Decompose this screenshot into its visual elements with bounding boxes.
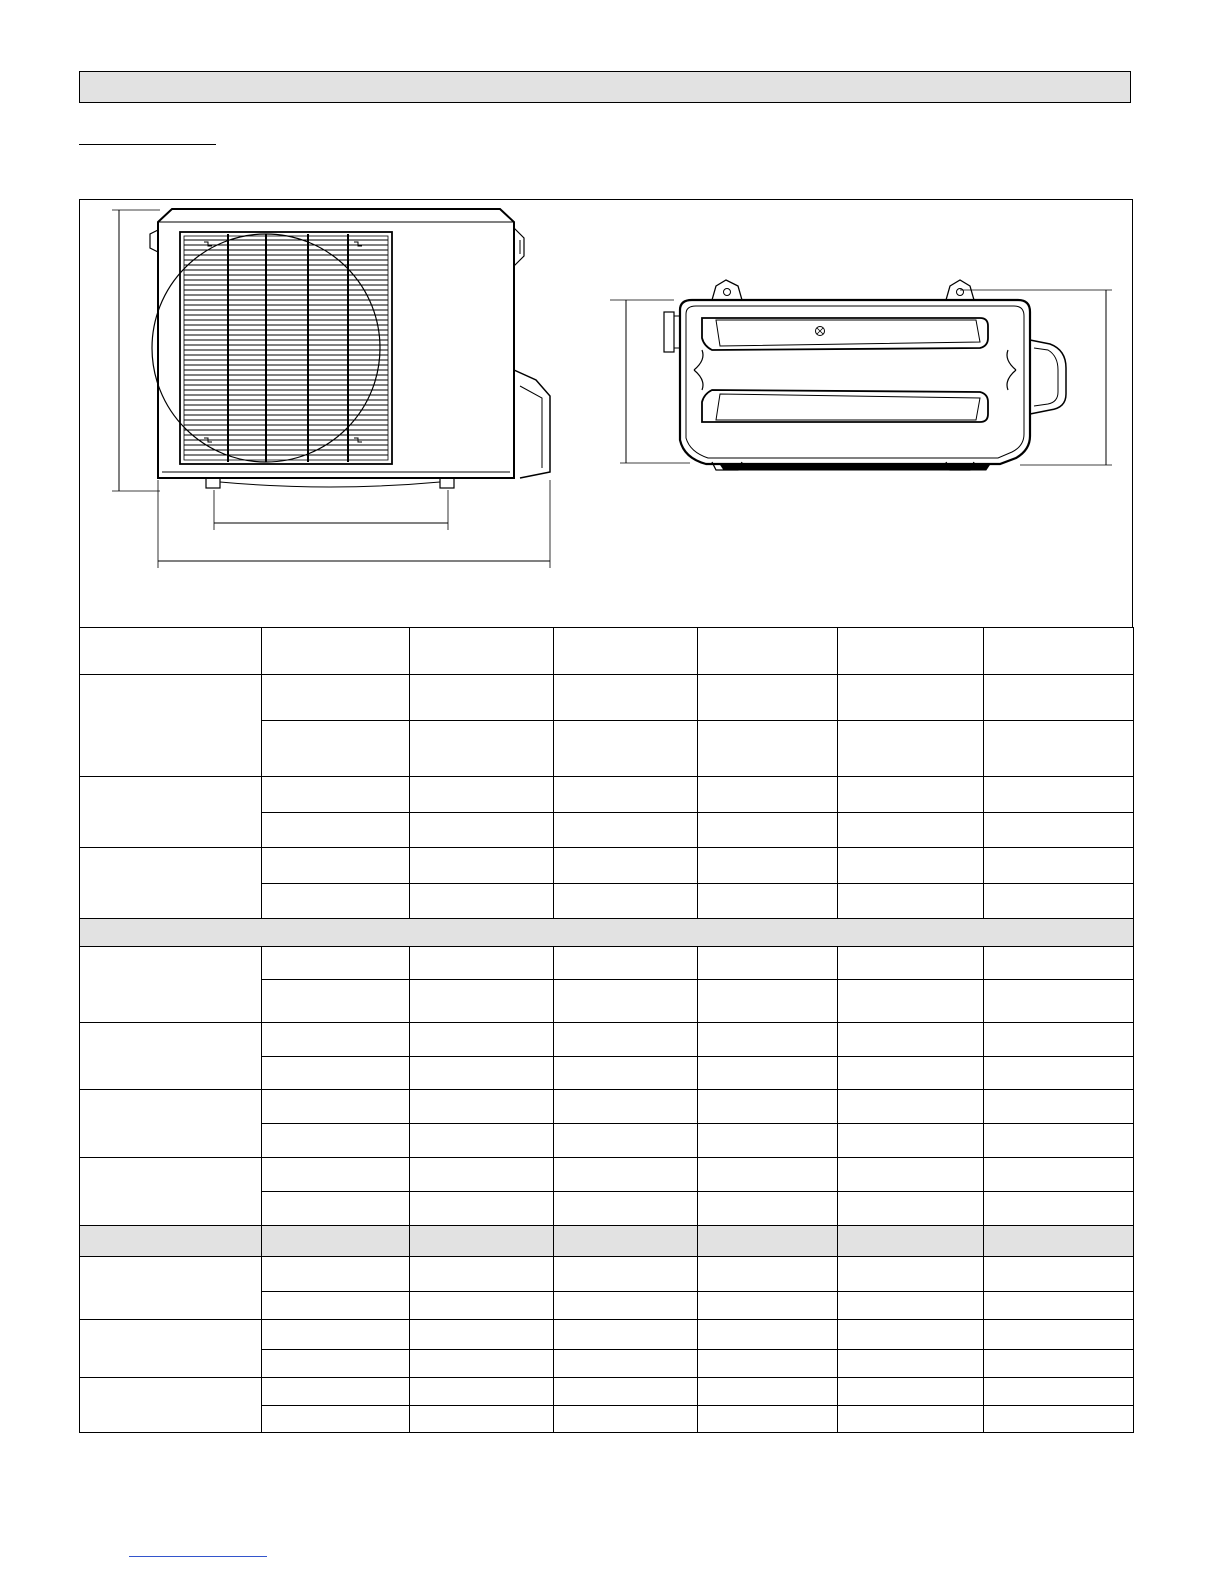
table-cell [838, 777, 984, 813]
table-cell [984, 1124, 1134, 1158]
header-cell [262, 628, 410, 675]
table-cell [554, 1023, 698, 1057]
table-row [80, 1023, 1134, 1057]
table-cell [984, 675, 1134, 721]
table-cell [554, 1378, 698, 1406]
table-cell [262, 1124, 410, 1158]
header-bar [79, 71, 1131, 103]
table-cell [698, 1023, 838, 1057]
table-cell [554, 1192, 698, 1226]
table-cell [80, 777, 262, 848]
table-cell [838, 1226, 984, 1257]
table-cell [410, 947, 554, 980]
table-cell [262, 1406, 410, 1433]
table-cell [838, 1158, 984, 1192]
table-cell [80, 1378, 262, 1433]
table-cell [984, 1257, 1134, 1292]
table-cell [262, 848, 410, 884]
table-cell [698, 1257, 838, 1292]
header-cell [80, 628, 262, 675]
table-cell [80, 947, 262, 1023]
table-cell [80, 1090, 262, 1158]
table-cell [698, 1406, 838, 1433]
table-cell [838, 884, 984, 919]
table-cell [554, 848, 698, 884]
table-cell [984, 721, 1134, 777]
table-cell [80, 1158, 262, 1226]
table-cell [984, 1350, 1134, 1378]
table-cell [410, 721, 554, 777]
specification-table [79, 627, 1134, 1433]
table-cell [698, 1320, 838, 1350]
table-cell [838, 1057, 984, 1090]
table-cell [984, 1057, 1134, 1090]
table-cell [984, 980, 1134, 1023]
table-cell [698, 1158, 838, 1192]
table-cell [698, 1090, 838, 1124]
table-cell [698, 777, 838, 813]
table-cell [984, 1226, 1134, 1257]
dimension-drawing [80, 200, 1134, 628]
table-cell [410, 1124, 554, 1158]
table-cell [410, 1350, 554, 1378]
table-cell [838, 1124, 984, 1158]
outdoor-unit-front-view [112, 209, 550, 568]
table-cell [410, 884, 554, 919]
table-cell [554, 1320, 698, 1350]
table-cell [838, 980, 984, 1023]
table-cell [80, 1257, 262, 1320]
table-cell [984, 947, 1134, 980]
section-title-underline [79, 144, 216, 145]
table-cell [554, 675, 698, 721]
table-cell [838, 1192, 984, 1226]
table-row [80, 1257, 1134, 1292]
table-cell [410, 1090, 554, 1124]
table-cell [698, 813, 838, 848]
table-cell [80, 1320, 262, 1378]
table-cell [984, 884, 1134, 919]
table-cell [838, 1023, 984, 1057]
table-cell [698, 1292, 838, 1320]
table-cell [410, 777, 554, 813]
table-cell [838, 1378, 984, 1406]
table-cell [698, 1350, 838, 1378]
table-cell [80, 675, 262, 777]
table-cell [410, 1158, 554, 1192]
table-cell [410, 1192, 554, 1226]
table-cell [984, 777, 1134, 813]
table-cell [698, 884, 838, 919]
table-section-row [80, 919, 1134, 947]
table-cell [984, 1378, 1134, 1406]
table-cell [554, 884, 698, 919]
table-cell [410, 1406, 554, 1433]
table-cell [698, 947, 838, 980]
table-row [80, 1090, 1134, 1124]
table-cell [838, 1292, 984, 1320]
table-cell [262, 1158, 410, 1192]
table-cell [838, 848, 984, 884]
table-cell [410, 1320, 554, 1350]
table-section-row [80, 1226, 1134, 1257]
table-cell [262, 1023, 410, 1057]
table-cell [698, 1378, 838, 1406]
table-row [80, 1158, 1134, 1192]
header-cell [698, 628, 838, 675]
table-cell [984, 1090, 1134, 1124]
table-cell [698, 721, 838, 777]
table-cell [698, 1226, 838, 1257]
table-row [80, 1320, 1134, 1350]
table-cell [410, 1057, 554, 1090]
table-cell [984, 1023, 1134, 1057]
table-cell [984, 1320, 1134, 1350]
grille-louvers [184, 240, 388, 455]
table-cell [838, 1090, 984, 1124]
table-row [80, 777, 1134, 813]
table-cell [262, 675, 410, 721]
table-cell [838, 1257, 984, 1292]
table-cell [410, 848, 554, 884]
table-cell [262, 1378, 410, 1406]
table-cell [410, 813, 554, 848]
table-cell [838, 721, 984, 777]
table-cell [80, 919, 1134, 947]
table-cell [554, 1124, 698, 1158]
table-cell [698, 848, 838, 884]
header-cell [410, 628, 554, 675]
table-cell [80, 1226, 262, 1257]
table-cell [554, 1057, 698, 1090]
header-cell [984, 628, 1134, 675]
header-cell [838, 628, 984, 675]
table-cell [984, 813, 1134, 848]
table-cell [410, 1378, 554, 1406]
table-cell [984, 1192, 1134, 1226]
table-cell [838, 813, 984, 848]
table-cell [554, 1292, 698, 1320]
table-cell [838, 1320, 984, 1350]
header-cell [554, 628, 698, 675]
table-row [80, 848, 1134, 884]
table-cell [262, 1226, 410, 1257]
table-cell [984, 1406, 1134, 1433]
table-cell [262, 1057, 410, 1090]
dimension-figure-box [79, 199, 1133, 627]
table-cell [410, 1023, 554, 1057]
table-cell [410, 1226, 554, 1257]
table-cell [554, 721, 698, 777]
table-cell [554, 1090, 698, 1124]
table-cell [554, 813, 698, 848]
footer-link[interactable] [129, 1556, 267, 1557]
table-cell [554, 1406, 698, 1433]
table-cell [984, 1158, 1134, 1192]
table-cell [262, 947, 410, 980]
table-cell [554, 980, 698, 1023]
table-cell [554, 1226, 698, 1257]
table-cell [410, 1292, 554, 1320]
table-cell [554, 1350, 698, 1378]
table-row [80, 675, 1134, 721]
table-cell [410, 675, 554, 721]
table-row [80, 947, 1134, 980]
table-cell [262, 1257, 410, 1292]
table-cell [698, 1057, 838, 1090]
table-cell [262, 1320, 410, 1350]
table-cell [698, 675, 838, 721]
table-cell [262, 1192, 410, 1226]
table-cell [554, 947, 698, 980]
table-cell [838, 675, 984, 721]
table-cell [984, 1292, 1134, 1320]
table-cell [262, 1090, 410, 1124]
table-cell [554, 777, 698, 813]
table-cell [410, 980, 554, 1023]
table-cell [698, 1124, 838, 1158]
table-cell [262, 721, 410, 777]
table-cell [262, 980, 410, 1023]
table-cell [984, 848, 1134, 884]
table-cell [80, 1023, 262, 1090]
table-cell [262, 1292, 410, 1320]
table-row [80, 1378, 1134, 1406]
table-cell [698, 1192, 838, 1226]
table-cell [554, 1257, 698, 1292]
table-cell [698, 980, 838, 1023]
table-cell [838, 1350, 984, 1378]
table-cell [838, 1406, 984, 1433]
table-cell [262, 777, 410, 813]
table-cell [262, 1350, 410, 1378]
table-cell [554, 1158, 698, 1192]
table-cell [838, 947, 984, 980]
outdoor-unit-top-view [610, 280, 1112, 470]
table-cell [262, 884, 410, 919]
table-cell [80, 848, 262, 919]
table-header-row [80, 628, 1134, 675]
table-cell [262, 813, 410, 848]
table-cell [410, 1257, 554, 1292]
